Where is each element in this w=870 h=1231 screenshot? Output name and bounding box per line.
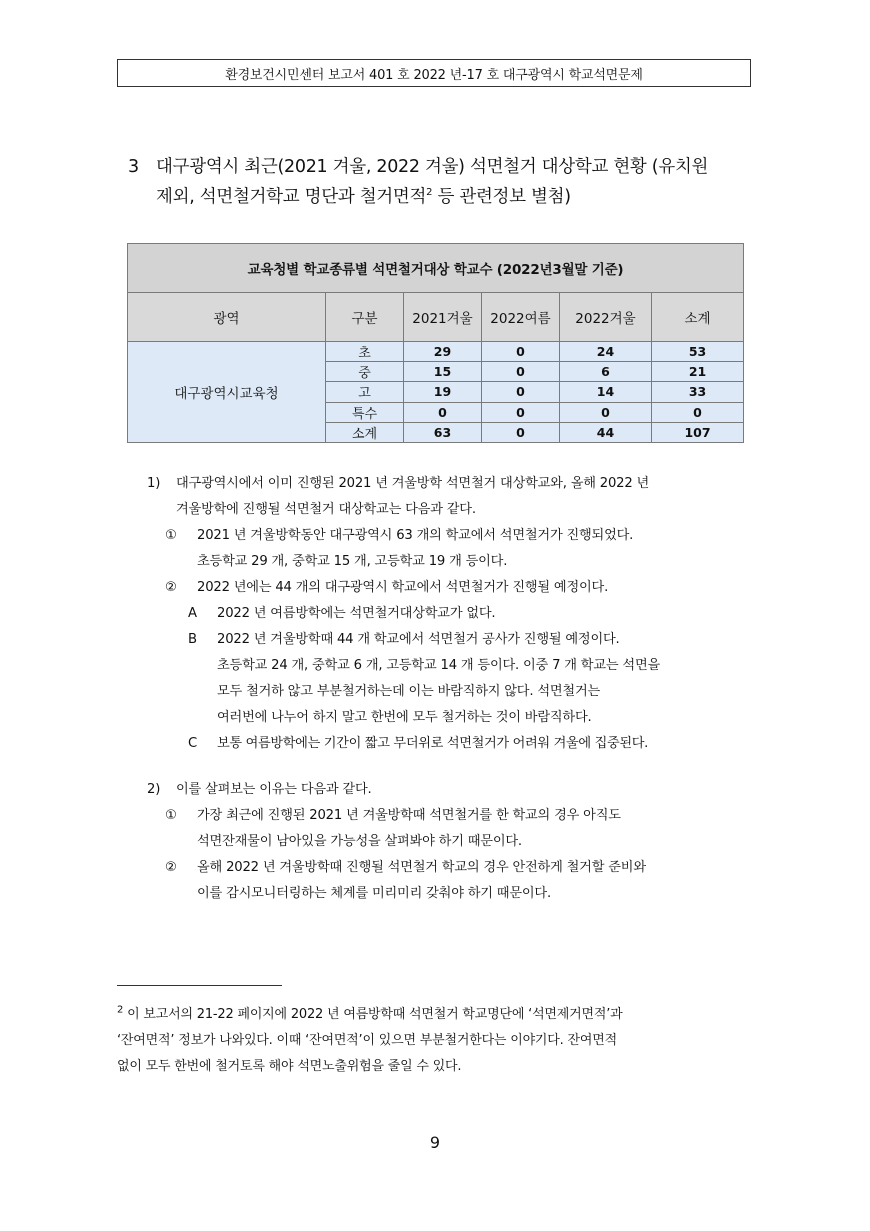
paragraph-line: 대구광역시에서 이미 진행된 2021 년 겨울방학 석면철거 대상학교와, 올해 2022 년	[176, 476, 650, 491]
value-cell: 21	[652, 362, 744, 382]
footnote	[117, 1002, 745, 1080]
list-item	[188, 731, 758, 757]
value-cell: 29	[404, 342, 482, 362]
paragraph-line: 2022 년 겨울방학때 44 개 학교에서 석면철거 공사가 진행될 예정이다.	[217, 632, 620, 647]
list-marker: C	[188, 736, 198, 751]
value-cell: 33	[652, 382, 744, 402]
value-cell: 19	[404, 382, 482, 402]
section-title-line2	[156, 182, 768, 212]
paragraph-line: 이를 감시모니터링하는 체계를 미리미리 갖춰야 하기 때문이다.	[197, 886, 551, 901]
school-count-table	[127, 243, 744, 443]
category-cell: 특수	[326, 402, 404, 422]
paragraph-line: 초등학교 29 개, 중학교 15 개, 고등학교 19 개 등이다.	[197, 554, 508, 569]
value-cell: 0	[404, 402, 482, 422]
section-title-line2-start: 제외, 석면철거학교 명단과 철거면적	[156, 187, 427, 207]
category-cell: 소계	[326, 422, 404, 442]
footnote-line	[117, 1002, 745, 1028]
footnote-line: 없이 모두 한번에 철거토록 해야 석면노출위험을 줄일 수 있다.	[117, 1059, 462, 1074]
value-cell: 6	[560, 362, 652, 382]
paragraph-2	[147, 777, 757, 803]
value-cell: 0	[482, 362, 560, 382]
value-cell: 44	[560, 422, 652, 442]
list-marker: A	[188, 606, 197, 621]
value-cell: 0	[652, 402, 744, 422]
footnote-line: ‘잔여면적’ 정보가 나와있다. 이때 ‘잔여면적’이 있으면 부분철거한다는 이야기다. 잔여면적	[117, 1033, 617, 1048]
footnote-separator	[117, 985, 282, 986]
list-item	[188, 627, 758, 731]
page-number: 9	[429, 1133, 441, 1152]
paragraph-line: 2021 년 겨울방학동안 대구광역시 63 개의 학교에서 석면철거가 진행되었다.	[197, 528, 634, 543]
paragraph-1	[147, 471, 757, 523]
table-header: 2022겨울	[560, 293, 652, 342]
table-header: 광역	[128, 293, 326, 342]
value-cell: 0	[482, 422, 560, 442]
list-item	[188, 601, 758, 627]
table-header: 2021겨울	[404, 293, 482, 342]
list-marker: ②	[165, 860, 177, 875]
category-cell: 초	[326, 342, 404, 362]
category-cell: 고	[326, 382, 404, 402]
category-cell: 중	[326, 362, 404, 382]
paragraph-line: 가장 최근에 진행된 2021 년 겨울방학때 석면철거를 한 학교의 경우 아직도	[197, 808, 621, 823]
footnote-text: 이 보고서의 21-22 페이지에 2022 년 여름방학때 석면철거 학교명단에 ‘석면제거면적’과	[123, 1007, 623, 1022]
value-cell: 0	[560, 402, 652, 422]
list-item	[165, 803, 755, 855]
section-title-line2-end: 등 관련정보 별첨)	[432, 187, 571, 207]
table-header: 2022여름	[482, 293, 560, 342]
paragraph-line: 초등학교 24 개, 중학교 6 개, 고등학교 14 개 등이다. 이중 7 개 학교는 석면을	[217, 658, 661, 673]
paragraph-line: 겨울방학에 진행될 석면철거 대상학교는 다음과 같다.	[176, 502, 476, 517]
value-cell: 107	[652, 422, 744, 442]
list-marker: 1)	[147, 476, 161, 491]
list-item	[165, 575, 755, 601]
table-header: 소계	[652, 293, 744, 342]
list-item	[165, 855, 755, 907]
footnote-ref[interactable]: 2	[426, 187, 433, 199]
paragraph-line: 2022 년에는 44 개의 대구광역시 학교에서 석면철거가 진행될 예정이다.	[197, 580, 609, 595]
value-cell: 14	[560, 382, 652, 402]
paragraph-line: 모두 철거하 않고 부분철거하는데 이는 바람직하지 않다. 석면철거는	[217, 684, 601, 699]
list-marker: 2)	[147, 782, 161, 797]
list-marker: ①	[165, 528, 177, 543]
value-cell: 63	[404, 422, 482, 442]
list-item	[165, 523, 755, 575]
region-cell: 대구광역시교육청	[128, 342, 326, 443]
section-title-line1: 대구광역시 최근(2021 겨울, 2022 겨울) 석면철거 대상학교 현황 (유치원	[156, 157, 709, 177]
value-cell: 0	[482, 342, 560, 362]
list-marker: ①	[165, 808, 177, 823]
list-marker: B	[188, 632, 197, 647]
paragraph-line: 이를 살펴보는 이유는 다음과 같다.	[176, 782, 372, 797]
paragraph-line: 석면잔재물이 남아있을 가능성을 살펴봐야 하기 때문이다.	[197, 834, 522, 849]
table-caption: 교육청별 학교종류별 석면철거대상 학교수 (2022년3월말 기준)	[128, 244, 744, 293]
value-cell: 15	[404, 362, 482, 382]
report-header: 환경보건시민센터 보고서 401 호 2022 년-17 호 대구광역시 학교석면문제	[117, 59, 751, 87]
paragraph-line: 여러번에 나누어 하지 말고 한번에 모두 철거하는 것이 바람직하다.	[217, 710, 592, 725]
value-cell: 53	[652, 342, 744, 362]
paragraph-line: 올해 2022 년 겨울방학때 진행될 석면철거 학교의 경우 안전하게 철거할 준비와	[197, 860, 646, 875]
paragraph-line: 보통 여름방학에는 기간이 짧고 무더위로 석면철거가 어려워 겨울에 집중된다.	[217, 736, 649, 751]
value-cell: 24	[560, 342, 652, 362]
table-header: 구분	[326, 293, 404, 342]
value-cell: 0	[482, 382, 560, 402]
table-row	[128, 342, 744, 362]
section-number: 3	[128, 157, 139, 177]
footnote-number: 2	[117, 1004, 124, 1016]
value-cell: 0	[482, 402, 560, 422]
list-marker: ②	[165, 580, 177, 595]
paragraph-line: 2022 년 여름방학에는 석면철거대상학교가 없다.	[217, 606, 496, 621]
